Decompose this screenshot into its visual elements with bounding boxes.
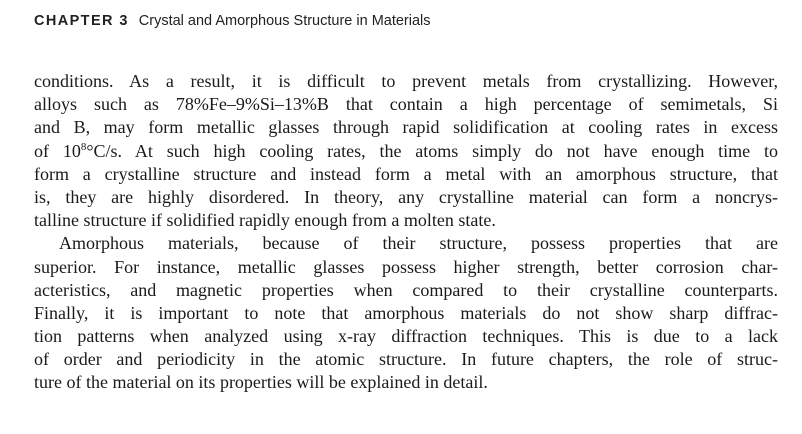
text-line: Amorphous materials, because of their structure, possess properties that are <box>59 233 778 254</box>
text-line: alloys such as 78%Fe–9%Si–13%B that contain a high percentage of semimetals, Si <box>34 94 778 115</box>
running-header <box>34 13 431 29</box>
text-line: of order and periodicity in the atomic structure. In future chapters, the role of struc- <box>34 349 778 370</box>
text-line: and B, may form metallic glasses through rapid solidification at cooling rates in excess <box>34 117 778 138</box>
text-line: superior. For instance, metallic glasses possess higher strength, better corrosion char- <box>34 256 778 277</box>
paragraph-metallic-glasses <box>34 70 778 232</box>
text-line: form a crystalline structure and instead form a metal with an amorphous structure, that <box>34 163 778 184</box>
text-fragment: °C/s. At such high cooling rates, the atoms simply do not have enough time to <box>86 140 779 161</box>
body-text <box>34 70 778 395</box>
text-line: is, they are highly disordered. In theory, any crystalline material can form a noncrys- <box>34 186 778 207</box>
text-line: acteristics, and magnetic properties when compared to their crystalline counterparts. <box>34 279 778 300</box>
chapter-title: Crystal and Amorphous Structure in Materials <box>138 13 431 29</box>
paragraph-amorphous-properties <box>34 232 778 394</box>
text-line: ture of the material on its properties will be explained in detail. <box>34 372 488 393</box>
text-line <box>34 140 778 163</box>
text-line: talline structure if solidified rapidly enough from a molten state. <box>34 210 496 231</box>
text-fragment: of 10 <box>34 140 81 161</box>
chapter-label: CHAPTER 3 <box>34 13 129 29</box>
superscript-exponent: 8 <box>80 140 87 153</box>
text-line: conditions. As a result, it is difficult to prevent metals from crystallizing. However, <box>34 71 778 91</box>
text-line: tion patterns when analyzed using x-ray diffraction techniques. This is due to a lack <box>34 326 778 347</box>
text-line: Finally, it is important to note that amorphous materials do not show sharp diffrac- <box>34 302 778 323</box>
